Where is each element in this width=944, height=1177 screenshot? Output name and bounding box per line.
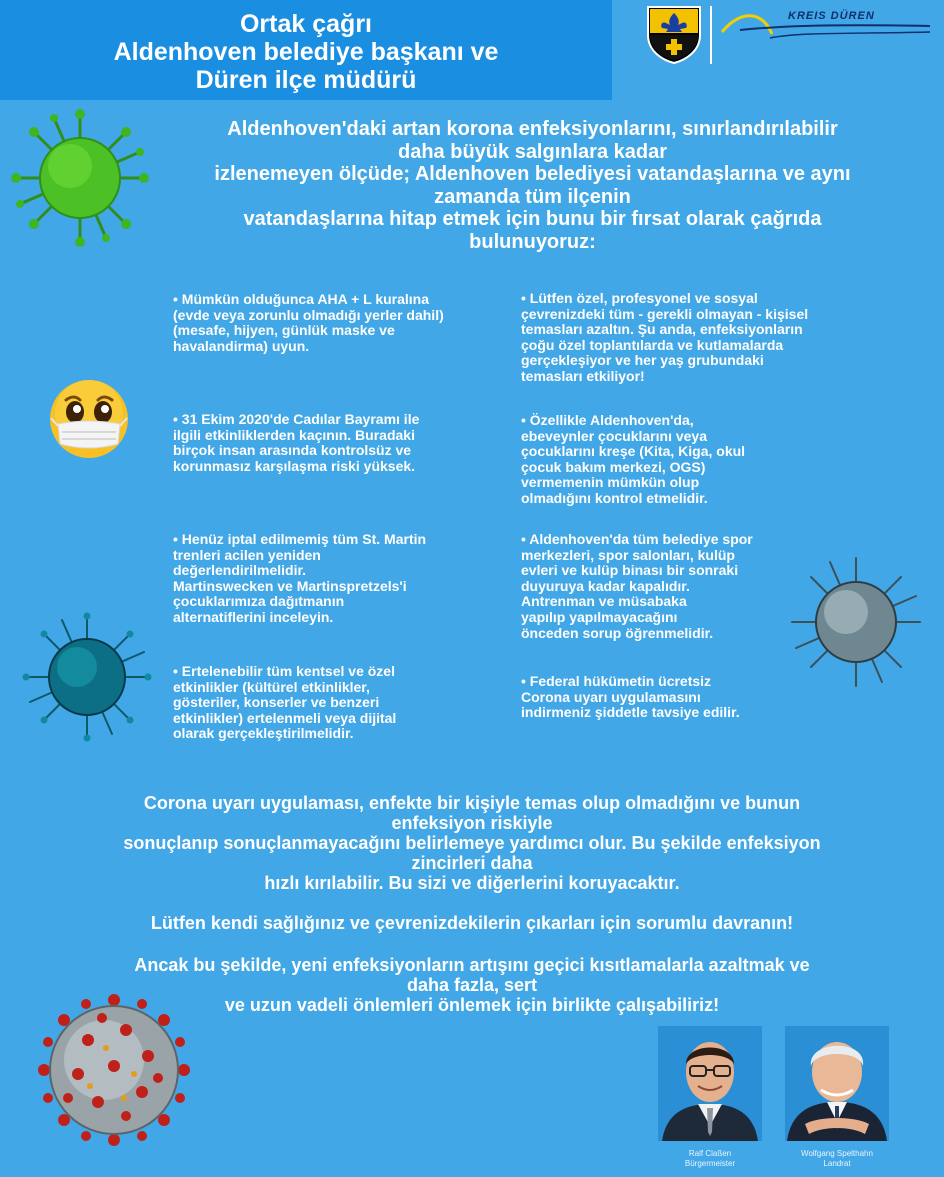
person-photo-icon bbox=[658, 1026, 762, 1141]
bullet-line: trenleri acilen yeniden bbox=[173, 546, 321, 563]
bullet-line: birçok insan arasında kontrolsüz ve bbox=[173, 442, 412, 459]
portrait-role: Bürgermeister bbox=[684, 1159, 736, 1168]
intro-line: vatandaşlarına hitap etmek için bunu bir fırsat olarak çağrıda bbox=[243, 208, 822, 230]
portrait-mayor bbox=[658, 1026, 762, 1141]
portrait-caption-district-administrator bbox=[780, 1149, 894, 1169]
intro-line: izlenemeyen ölçüde; Aldenhoven belediyesi vatandaşlarına ve aynı bbox=[214, 163, 851, 185]
bullet-line: Antrenman ve müsabaka bbox=[521, 593, 687, 610]
intro-paragraph bbox=[160, 118, 905, 253]
intro-line: daha büyük salgınlara kadar bbox=[398, 140, 667, 163]
bullet-line: • Henüz iptal edilmemiş tüm St. Martin bbox=[173, 531, 427, 547]
closing-line: enfeksiyon riskiyle bbox=[391, 813, 553, 833]
portrait-caption-mayor bbox=[658, 1149, 762, 1169]
bullet-line: etkinlikler) ertelenmeli veya dijital bbox=[173, 709, 397, 726]
closing-line: hızlı kırılabilir. Bu sizi ve diğerlerini koruyacaktır. bbox=[264, 873, 680, 893]
closing-line: ve uzun vadeli önlemleri önlemek için birlikte çalışabiliriz! bbox=[224, 995, 720, 1015]
bullet-aha-rule bbox=[173, 292, 444, 354]
closing-line: Corona uyarı uygulaması, enfekte bir kişiyle temas olup olmadığını ve bunun bbox=[143, 793, 801, 813]
bullet-line: • Özellikle Aldenhoven'da, bbox=[521, 412, 694, 428]
bullet-line: temasları etkiliyor! bbox=[521, 367, 645, 384]
title-line: Aldenhoven belediye başkanı ve bbox=[113, 38, 499, 66]
bullet-line: yapılıp yapılmayacağını bbox=[521, 608, 678, 625]
teal-virus-icon bbox=[22, 612, 152, 742]
bullet-line: merkezleri, spor salonları, kulüp bbox=[521, 546, 735, 563]
portrait-name: Ralf Claßen bbox=[688, 1149, 732, 1158]
grey-virus-icon bbox=[788, 554, 924, 690]
closing-paragraph-responsibility bbox=[40, 913, 904, 933]
closing-line: Lütfen kendi sağlığınız ve çevrenizdekilerin çıkarları için sorumlu davranın! bbox=[150, 913, 794, 933]
mask-face-emoji-icon bbox=[48, 378, 130, 460]
portrait-name: Wolfgang Spelthahn bbox=[801, 1149, 873, 1158]
bullet-line: korunmasız karşılaşma riski yüksek. bbox=[173, 457, 416, 474]
bullet-line: ebeveynler çocuklarını veya bbox=[521, 427, 707, 444]
intro-line: bulunuyoruz: bbox=[469, 230, 596, 253]
closing-line: daha fazla, sert bbox=[406, 975, 538, 995]
bullet-line: ilgili etkinliklerden kaçının. Buradaki bbox=[173, 426, 415, 443]
bullet-line: alternatiflerini inceleyin. bbox=[173, 608, 334, 625]
intro-line: Aldenhoven'daki artan korona enfeksiyonlarını, sınırlandırılabilir bbox=[227, 118, 838, 140]
bullet-line: havalandirma) uyun. bbox=[173, 337, 310, 354]
bullet-postpone-events bbox=[173, 664, 396, 742]
portrait-district-administrator bbox=[785, 1026, 889, 1141]
bullet-line: önceden sorup öğrenmelidir. bbox=[521, 624, 714, 641]
kreis-duren-logo-text: KREIS DÜREN bbox=[788, 10, 875, 22]
person-photo-icon bbox=[785, 1026, 889, 1141]
bullet-line: çevrenizdeki tüm - gerekli olmayan - kişisel bbox=[521, 305, 809, 322]
bullet-line: temasları azaltın. Şu anda, enfeksiyonların bbox=[521, 321, 803, 338]
bullet-line: çocuklarını kreşe (Kita, Kiga, okul bbox=[521, 443, 746, 460]
bullet-line: • Ertelenebilir tüm kentsel ve özel bbox=[173, 663, 395, 679]
bullet-line: olarak gerçekleştirilmelidir. bbox=[173, 725, 354, 742]
bullet-line: indirmeniz şiddetle tavsiye edilir. bbox=[521, 704, 740, 721]
title-line: Ortak çağrı bbox=[239, 10, 372, 38]
green-virus-icon bbox=[10, 108, 150, 248]
bullet-line: • Lütfen özel, profesyonel ve sosyal bbox=[521, 290, 758, 306]
closing-line: Ancak bu şekilde, yeni enfeksiyonların artışını geçici kısıtlamalarla azaltmak ve bbox=[134, 955, 810, 975]
bullet-line: çoğu özel toplantılarda ve kutlamalarda bbox=[521, 336, 784, 353]
bullet-line: çocuklarımıza dağıtmanın bbox=[173, 593, 345, 610]
intro-line: zamanda tüm ilçenin bbox=[434, 185, 631, 208]
bullet-line: • 31 Ekim 2020'de Cadılar Bayramı ile bbox=[173, 411, 420, 427]
page-title bbox=[0, 10, 612, 94]
closing-line: zincirleri daha bbox=[411, 853, 533, 873]
bullet-line: gösteriler, konserler ve benzeri bbox=[173, 694, 380, 711]
bullet-line: evleri ve kulüp binası bir sonraki bbox=[521, 562, 739, 579]
bullet-line: değerlendirilmelidir. bbox=[173, 562, 307, 579]
bullet-line: vermemenin mümkün olup bbox=[521, 474, 700, 491]
bullet-sports-facilities bbox=[521, 532, 753, 641]
portrait-role: Landrat bbox=[823, 1159, 851, 1168]
bullet-st-martin bbox=[173, 532, 426, 626]
closing-line: sonuçlanıp sonuçlanmayacağını belirlemeye yardımcı olur. Bu şekilde enfeksiyon bbox=[123, 833, 821, 853]
bullet-line: • Aldenhoven'da tüm belediye spor bbox=[521, 531, 753, 547]
bullet-corona-app bbox=[521, 674, 740, 721]
logo-divider bbox=[710, 6, 712, 64]
bullet-line: etkinlikler (kültürel etkinlikler, bbox=[173, 678, 370, 695]
bullet-line: gerçekleşiyor ve her yaş grubundaki bbox=[521, 352, 764, 369]
bullet-line: (evde veya zorunlu olmadığı yerler dahil) bbox=[173, 306, 444, 323]
closing-paragraph-app bbox=[40, 793, 904, 893]
bullet-childcare bbox=[521, 413, 745, 507]
bullet-line: • Federal hükümetin ücretsiz bbox=[521, 673, 712, 689]
bullet-line: Martinswecken ve Martinspretzels'i bbox=[173, 577, 407, 594]
bullet-reduce-contacts bbox=[521, 291, 808, 385]
bullet-line: çocuk bakım merkezi, OGS) bbox=[521, 458, 706, 475]
bullet-line: Corona uyarı uygulamasını bbox=[521, 688, 701, 705]
red-corona-virus-icon bbox=[38, 994, 190, 1146]
bullet-halloween bbox=[173, 412, 419, 474]
aldenhoven-crest-icon bbox=[646, 5, 702, 65]
bullet-line: olmadığını kontrol etmelidir. bbox=[521, 489, 708, 506]
bullet-line: duyuruya kadar kapalıdır. bbox=[521, 577, 690, 594]
bullet-line: • Mümkün olduğunca AHA + L kuralına bbox=[173, 291, 430, 307]
title-line: Düren ilçe müdürü bbox=[195, 66, 417, 94]
bullet-line: (mesafe, hijyen, günlük maske ve bbox=[173, 322, 395, 339]
